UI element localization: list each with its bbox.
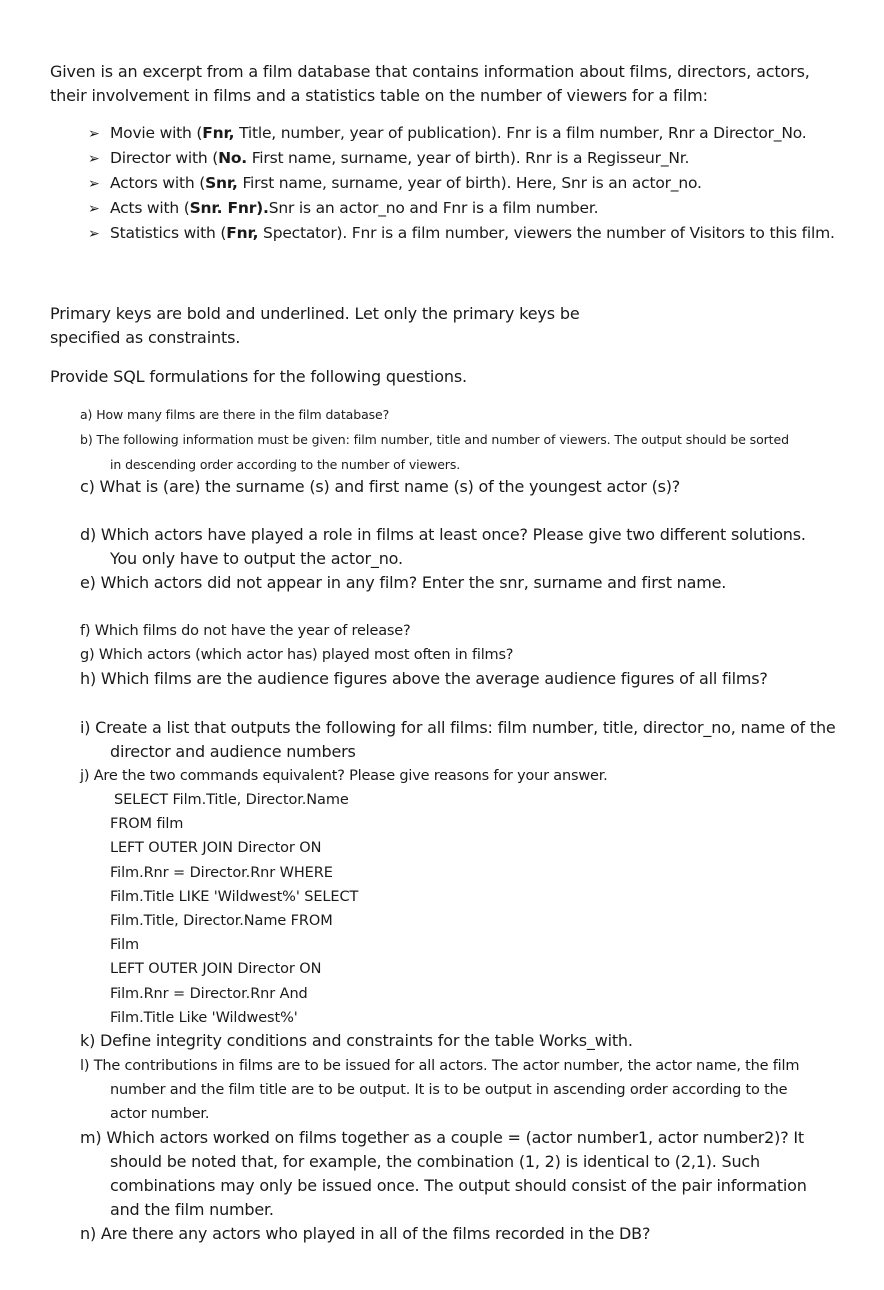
list-item: ➢ Acts with (Snr. Fnr).Snr is an actor_no and Fnr is a film number. <box>80 196 840 221</box>
question-c: c) What is (are) the surname (s) and first name (s) of the youngest actor (s)? <box>80 477 681 496</box>
question-l: l) The contributions in films are to be issued for all actors. The actor number, the actor name, the film number and the film title are to be output. It is to be output in ascending order according to the actor number. <box>80 1058 800 1122</box>
code-line: FROM film <box>110 816 184 833</box>
question-b: b) The following information must be given: film number, title and number of viewers. The output should be sorted in descending order according to the number of viewers. <box>80 432 789 472</box>
code-line: Film <box>110 937 140 954</box>
question-k: k) Define integrity conditions and constraints for the table Works_with. <box>80 1031 633 1050</box>
primary-key: Snr. Fnr). <box>189 199 269 217</box>
primary-key: No. <box>218 149 247 167</box>
code-line: SELECT Film.Title, Director.Name <box>114 792 349 808</box>
code-line: LEFT OUTER JOIN Director ON <box>110 961 322 978</box>
arrow-bullet-icon: ➢ <box>88 176 100 192</box>
code-line: Film.Title, Director.Name FROM <box>110 913 333 930</box>
intro-paragraph: Given is an excerpt from a film database that contains information about films, directors, actors, their involvement in films and a statistics table on the number of viewers for a film: <box>50 62 810 105</box>
question-n: n) Are there any actors who played in all of the films recorded in the DB? <box>80 1224 651 1243</box>
arrow-bullet-icon: ➢ <box>88 226 100 242</box>
arrow-bullet-icon: ➢ <box>88 201 100 217</box>
code-line: Film.Rnr = Director.Rnr And <box>110 985 308 1002</box>
question-m: m) Which actors worked on films together as a couple = (actor number1, actor number2)? It should be noted that, for example, the combination (1, 2) is identical to (2,1). Such combinations may only be issued once. The output should consist of the pair information and the film number. <box>80 1128 807 1219</box>
question-j: j) Are the two commands equivalent? Please give reasons for your answer. <box>80 768 608 784</box>
question-i: i) Create a list that outputs the following for all films: film number, title, director_no, name of the director and audience numbers <box>80 718 836 761</box>
question-a: a) How many films are there in the film database? <box>80 407 390 422</box>
code-line: Film.Title Like 'Wildwest%' <box>110 1009 298 1026</box>
question-e: e) Which actors did not appear in any film? Enter the snr, surname and first name. <box>80 573 727 592</box>
table-list <box>80 121 840 246</box>
arrow-bullet-icon: ➢ <box>88 151 100 167</box>
code-line: Film.Rnr = Director.Rnr WHERE <box>110 864 333 881</box>
question-d: d) Which actors have played a role in films at least once? Please give two different solutions. You only have to output the actor_no. <box>80 525 806 568</box>
question-f: f) Which films do not have the year of release? <box>80 623 411 639</box>
list-item: ➢ Movie with (Fnr, Title, number, year of publication). Fnr is a film number, Rnr a Director_No. <box>80 121 840 146</box>
sql-prompt: Provide SQL formulations for the following questions. <box>50 367 467 386</box>
primary-key: Fnr, <box>226 224 259 242</box>
list-item: ➢ Actors with (Snr, First name, surname, year of birth). Here, Snr is an actor_no. <box>80 171 840 196</box>
code-line: Film.Title LIKE 'Wildwest%' SELECT <box>110 888 359 905</box>
arrow-bullet-icon: ➢ <box>88 126 100 142</box>
list-item: ➢ Statistics with (Fnr, Spectator). Fnr is a film number, viewers the number of Visitors to this film. <box>80 221 840 246</box>
sql-code-block <box>110 788 358 1030</box>
list-item: ➢ Director with (No. First name, surname, year of birth). Rnr is a Regisseur_Nr. <box>80 146 840 171</box>
primary-keys-note: Primary keys are bold and underlined. Let only the primary keys be specified as constraints. <box>50 304 580 347</box>
primary-key: Snr, <box>205 174 238 192</box>
question-h: h) Which films are the audience figures above the average audience figures of all films? <box>80 669 768 688</box>
code-line: LEFT OUTER JOIN Director ON <box>110 840 322 857</box>
question-g: g) Which actors (which actor has) played most often in films? <box>80 647 514 663</box>
primary-key: Fnr, <box>202 124 235 142</box>
